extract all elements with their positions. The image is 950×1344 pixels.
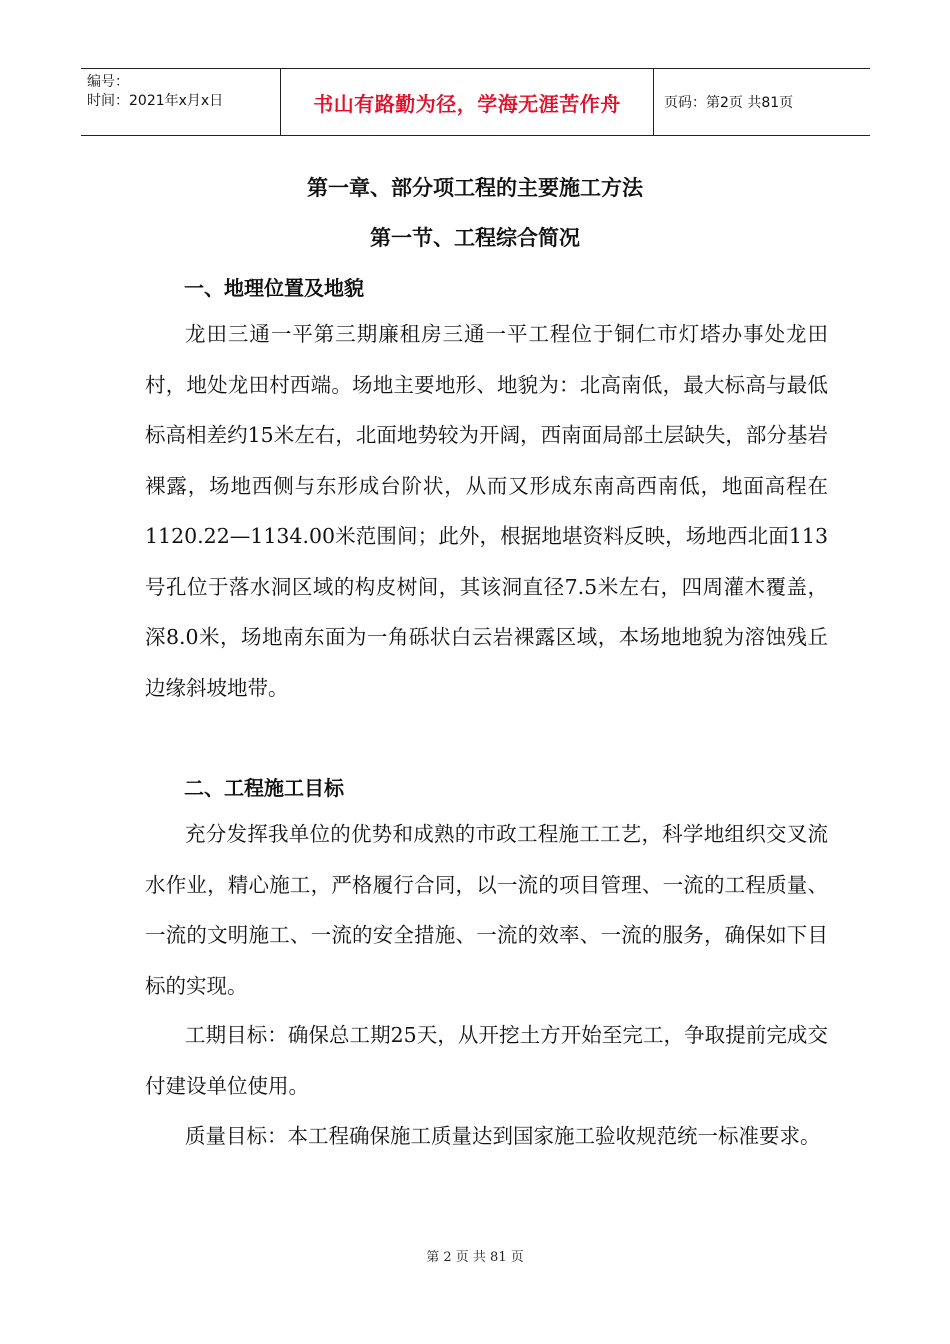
section-title: 第一节、工程综合简况 <box>370 226 580 250</box>
page-footer: 第 2 页 共 81 页 <box>426 1250 524 1265</box>
document-date: 时间：2021年x月x日 <box>87 93 224 109</box>
paragraph-location-landform: 龙田三通一平第三期廉租房三通一平工程位于铜仁市灯塔办事处龙田村，地处龙田村西端。场地主要地形、地貌为：北高南低，最大标高与最低标高相差约15米左右，北面地势较为开阔，西南面局部土层缺失，部分基岩裸露，场地西侧与东形成台阶状，从而又形成东南高西南低，地面高程在1120.22—1134.00米范围间；此外，根据地堪资料反映，场地西北面113号孔位于落水洞区域的构皮树间，其该洞直径7.5米左右，四周灌木覆盖，深8.0米，场地南东面为一角砾状白云岩裸露区域，本场地地貌为溶蚀残丘边缘斜坡地带。 <box>145 322 828 700</box>
header-meta-cell <box>81 69 281 135</box>
header-page-info: 页码：第2页 共81页 <box>664 95 794 111</box>
document-number-label: 编号： <box>87 74 129 90</box>
paragraph-construction-goals: 充分发挥我单位的优势和成熟的市政工程施工工艺，科学地组织交叉流水作业，精心施工，严格履行合同，以一流的项目管理、一流的工程质量、一流的文明施工、一流的安全措施、一流的效率、一流的服务，确保如下目标的实现。 <box>145 822 828 998</box>
header-table <box>81 68 870 136</box>
paragraph-schedule-goal: 工期目标：确保总工期25天，从开挖土方开始至完工，争取提前完成交付建设单位使用。 <box>145 1023 828 1098</box>
paragraph-quality-goal: 质量目标：本工程确保施工质量达到国家施工验收规范统一标准要求。 <box>185 1124 821 1148</box>
heading-construction-goals: 二、工程施工目标 <box>184 776 344 800</box>
chapter-title: 第一章、部分项工程的主要施工方法 <box>307 176 643 200</box>
header-motto: 书山有路勤为径，学海无涯苦作舟 <box>281 69 654 135</box>
heading-location-landform: 一、地理位置及地貌 <box>184 276 364 300</box>
